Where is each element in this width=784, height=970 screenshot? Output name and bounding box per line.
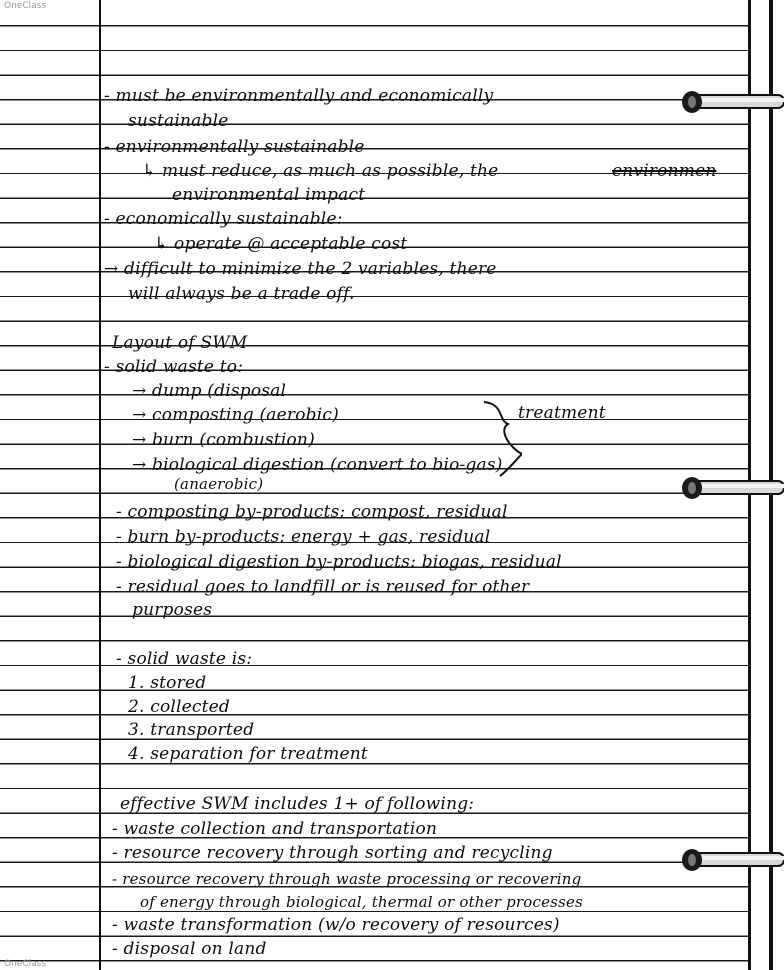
- watermark-top: OneClass: [4, 1, 47, 11]
- note-line: environmental impact: [172, 185, 366, 205]
- note-line: of energy through biological, thermal or other processes: [140, 893, 583, 911]
- note-line: ↳ must reduce, as much as possible, the: [142, 161, 499, 181]
- note-line: - waste collection and transportation: [112, 819, 438, 839]
- list-item: 1. stored: [128, 673, 207, 693]
- note-line: → biological digestion (convert to bio-gas): [132, 455, 503, 475]
- section-heading: effective SWM includes 1+ of following:: [120, 794, 475, 814]
- note-line: → dump (disposal: [132, 381, 287, 401]
- note-line: → composting (aerobic): [132, 405, 339, 425]
- note-line: - biological digestion by-products: biogas, residual: [116, 552, 562, 572]
- note-line: → difficult to minimize the 2 variables, there: [104, 259, 497, 279]
- binder-ring-icon: [680, 848, 784, 872]
- section-heading: Layout of SWM: [112, 333, 248, 353]
- list-item: 4. separation for treatment: [128, 744, 368, 764]
- treatment-label: treatment: [518, 403, 606, 423]
- note-line-struck: environmen: [612, 161, 717, 181]
- margin-line: [99, 0, 101, 970]
- note-line: - must be environmentally and economically: [104, 86, 494, 106]
- binder-ring-icon: [680, 90, 784, 114]
- note-line: ↳ operate @ acceptable cost: [154, 234, 408, 254]
- list-item: 2. collected: [128, 697, 231, 717]
- note-line: - solid waste to:: [104, 357, 244, 377]
- note-line: - burn by-products: energy + gas, residual: [116, 527, 491, 547]
- note-line: - disposal on land: [112, 939, 267, 959]
- note-line: - solid waste is:: [116, 649, 253, 669]
- note-line: - economically sustainable:: [104, 209, 343, 229]
- note-line: - composting by-products: compost, residual: [116, 502, 508, 522]
- note-line: - waste transformation (w/o recovery of resources): [112, 915, 560, 935]
- note-line: sustainable: [128, 111, 229, 131]
- note-line: (anaerobic): [174, 475, 264, 493]
- note-line: - resource recovery through sorting and recycling: [112, 843, 553, 863]
- list-item: 3. transported: [128, 720, 255, 740]
- binder-ring-icon: [680, 476, 784, 500]
- brace-icon: [478, 398, 522, 478]
- note-line: purposes: [132, 600, 213, 620]
- note-line: - resource recovery through waste processing or recovering: [112, 870, 582, 888]
- note-line: - environmentally sustainable: [104, 137, 365, 157]
- watermark-bottom: OneClass: [4, 959, 47, 969]
- note-line: → burn (combustion): [132, 430, 315, 450]
- note-line: - residual goes to landfill or is reused for other: [116, 577, 530, 597]
- note-line: will always be a trade off.: [128, 284, 355, 304]
